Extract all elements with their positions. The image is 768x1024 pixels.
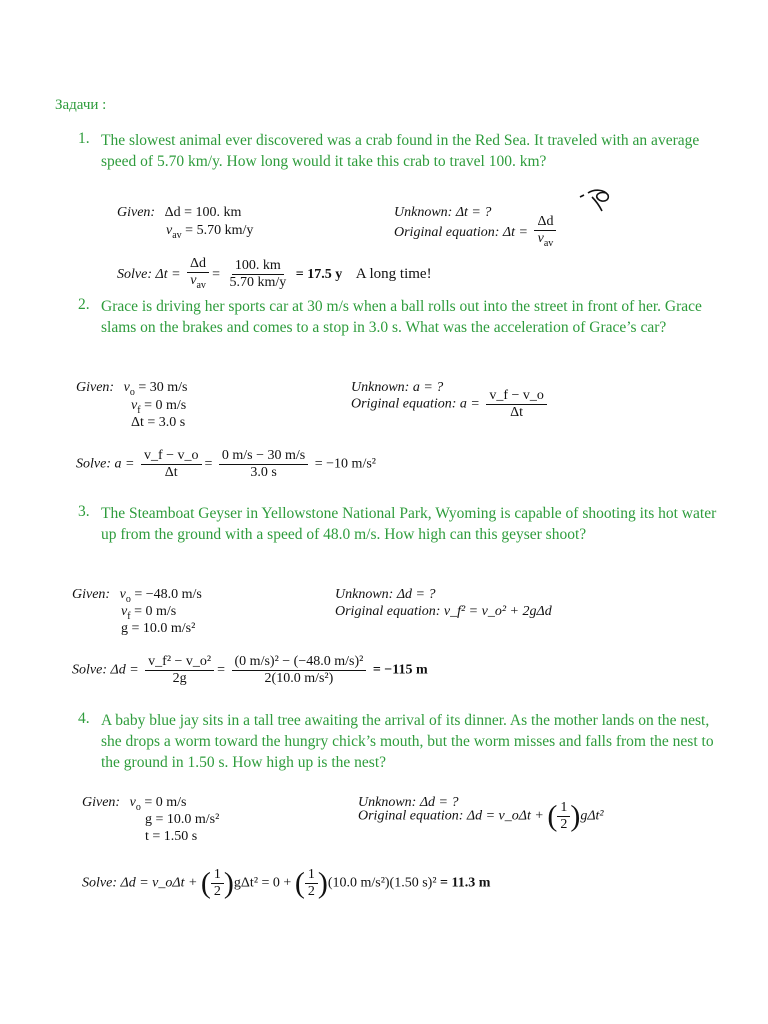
solve-num-2: (0 m/s)² − (−48.0 m/s)² — [232, 654, 367, 671]
paren-open: ( — [547, 799, 558, 833]
solve-label: Solve: Δd = v_oΔt + — [82, 875, 198, 891]
heading: Задачи : — [55, 97, 107, 113]
result: = 17.5 y — [295, 267, 343, 283]
orig-num: v_f − v_o — [486, 388, 547, 405]
solve-den-1: Δt — [164, 465, 178, 480]
orig-num: Δd — [534, 214, 556, 231]
given-2: g = 10.0 m/s² — [145, 812, 220, 827]
given-3: t = 1.50 s — [145, 829, 198, 844]
solve-label: Solve: a = — [76, 456, 135, 472]
paren-close: ) — [223, 866, 234, 900]
given-1-sub: o — [135, 801, 141, 813]
given-1-sub: o — [129, 386, 135, 398]
orig-den: Δt — [510, 405, 524, 420]
given-2-rest: = 0 m/s — [130, 604, 177, 619]
problem-text: The slowest animal ever discovered was a crab found in the Red Sea. It traveled with an average speed of 5.70 km/y. How long would it take this crab to travel 100. km? — [101, 132, 700, 170]
given-2-row — [145, 811, 219, 828]
solve-den-1: 2g — [172, 671, 187, 686]
solve-den-2: 2(10.0 m/s²) — [264, 671, 334, 686]
solve-den-2: 3.0 s — [250, 465, 277, 480]
half-fraction — [557, 800, 570, 833]
solve-den-2: 5.70 km/y — [229, 275, 287, 291]
given-label: Given: — [76, 380, 115, 395]
original-equation — [358, 800, 604, 833]
half-den: 2 — [560, 817, 568, 832]
paren-close: ) — [570, 799, 581, 833]
given-2-sub: f — [137, 404, 141, 416]
half-num: 1 — [211, 867, 224, 884]
given-3-row — [145, 828, 197, 845]
given-1: Δd = 100. km — [164, 205, 242, 220]
given-2-var: v — [121, 604, 128, 619]
result: = 11.3 m — [440, 875, 491, 891]
half-den: 2 — [213, 884, 221, 899]
solve-row: Solve: a = $\frac{v\_f - v\_o}{\Delta t}$ = $\frac{0 m/s - 30 m/s}{3.0 s}$ = −10 m/s² — [76, 448, 376, 480]
original-label: Original equation: a = — [351, 396, 480, 412]
paren-open: ( — [200, 866, 211, 900]
solve-label: Solve: Δd = — [72, 662, 139, 678]
orig-den-sub: av — [543, 237, 554, 249]
given-2-rest: = 0 m/s — [140, 398, 187, 413]
problem-text: The Steamboat Geyser in Yellowstone National Park, Wyoming is capable of shooting its hot water up from the ground with a speed of 48.0 m/s. How high can this geyser shoot? — [101, 505, 717, 543]
solve-row: Solve: Δt = $\frac{\Delta d}{v_{av}}$ = $\frac{100. km}{5.70 km/y}$ = 17.5 y A long time! — [117, 256, 432, 294]
problem-number: 2. — [78, 296, 90, 313]
given-2-sub: av — [172, 229, 182, 241]
paren-close-2: ) — [317, 866, 328, 900]
given-1-sub: o — [125, 593, 131, 605]
problem-number: 3. — [78, 503, 90, 520]
given-2-var: v — [131, 398, 138, 413]
comment: A long time! — [355, 266, 432, 283]
half-fraction — [211, 867, 224, 900]
solve-row: Solve: Δd = $\frac{\text{v\_f² − v\_o²}}{2g}$ = $\frac{\text{(0 m/s)² − (−48.0 m/s)²}}{\text{2(10.0 m/s²)}}$ = −115 m — [72, 654, 428, 686]
given-1 — [129, 795, 187, 813]
result: = −115 m — [372, 662, 428, 678]
unknown-text: Unknown: Δt = ? — [394, 205, 492, 220]
problem-text: Grace is driving her sports car at 30 m/s when a ball rolls out into the street in front of her. Grace slams on the brakes and comes to a stop in 3.0 s. What was the acceleration of Grace’s car? — [101, 298, 702, 336]
solve-num-1: Δd — [187, 256, 209, 273]
given-2-sub: f — [127, 610, 131, 622]
problem-number: 1. — [78, 130, 90, 147]
given-1-var: v — [119, 587, 126, 602]
result: = −10 m/s² — [314, 456, 376, 472]
unknown-text: Unknown: Δd = ? — [335, 587, 436, 602]
original-label: Original equation: Δd = v_oΔt + — [358, 808, 544, 824]
solve-num-2: 0 m/s − 30 m/s — [219, 448, 308, 465]
solve-den-1-sub: av — [196, 279, 206, 291]
half-num-2: 1 — [305, 867, 318, 884]
paren-open-2: ( — [294, 866, 305, 900]
solve-den-1-var: v — [190, 273, 197, 288]
half-den-2: 2 — [307, 884, 315, 899]
given-3: g = 10.0 m/s² — [121, 621, 196, 636]
given-3: Δt = 3.0 s — [131, 415, 186, 430]
solve-row — [82, 867, 490, 900]
orig-den-var: v — [537, 231, 544, 246]
orig-tail: gΔt² — [580, 808, 604, 824]
solve-num-1: v_f − v_o — [141, 448, 202, 465]
given-label: Given: — [117, 205, 156, 220]
unknown-text: Unknown: a = ? — [351, 380, 444, 395]
given-1-var: v — [123, 380, 130, 395]
given-1-rest: = −48.0 m/s — [130, 587, 202, 602]
given-label: Given: — [72, 587, 111, 602]
problem-number: 4. — [78, 710, 90, 727]
solve-num-2: 100. km — [232, 258, 284, 275]
solve-tail: (10.0 m/s²)(1.50 s)² — [327, 875, 437, 891]
original-label: Original equation: Δt = — [394, 225, 528, 241]
original-label: Original equation: v_f² = v_o² + 2gΔd — [335, 604, 552, 619]
given-1-rest: = 0 m/s — [140, 795, 187, 810]
solve-num-1: v_f² − v_o² — [145, 654, 214, 671]
given-2-var: v — [166, 223, 173, 238]
unknown-text: Unknown: Δd = ? — [358, 795, 459, 810]
solve-label: Solve: Δt = — [117, 267, 181, 283]
half-fraction-2 — [305, 867, 318, 900]
given-1-rest: = 30 m/s — [134, 380, 188, 395]
solve-mid: gΔt² = 0 + — [233, 875, 292, 891]
half-num: 1 — [557, 800, 570, 817]
given-1-var: v — [129, 795, 136, 810]
problem-text: A baby blue jay sits in a tall tree awaiting the arrival of its dinner. As the mother lands on the nest, she drops a worm toward the hungry chick’s mouth, but the worm misses and falls from the nest to the ground in 1.50 s. How high up is the nest? — [101, 712, 714, 771]
given-label: Given: — [82, 795, 121, 810]
given-2-rest: = 5.70 km/y — [181, 223, 254, 238]
